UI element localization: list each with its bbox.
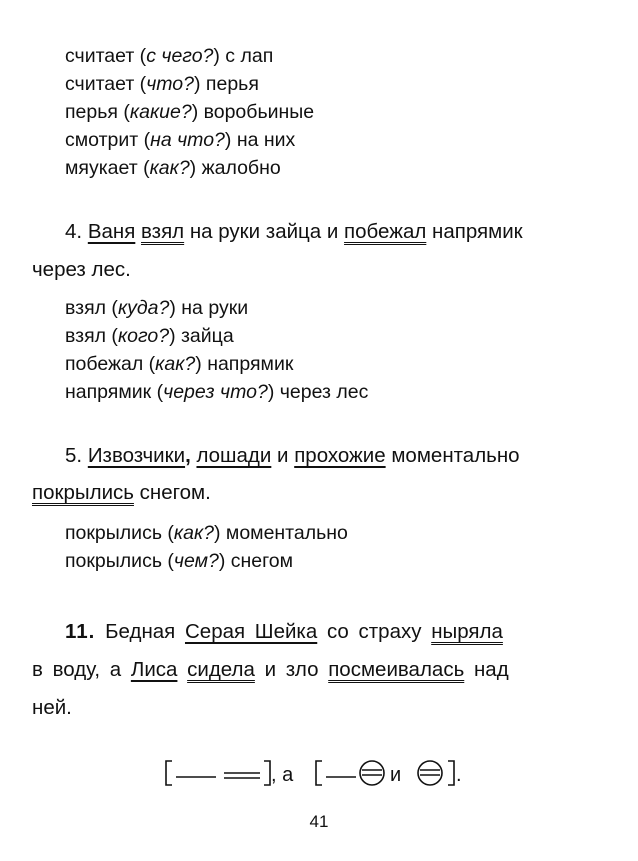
pair-word: ) жалобно: [189, 157, 281, 179]
pair-word: ) на руки: [169, 297, 249, 319]
ex11-text: в воду, а: [32, 658, 122, 681]
ex11-text: над: [473, 658, 509, 681]
ex4-predicate-1: взял: [141, 220, 185, 243]
pair-line-1: [65, 44, 273, 68]
pair-word: считает (: [65, 45, 147, 67]
ex5-sentence-line2: [32, 481, 211, 505]
predicate-circle-2: [418, 761, 442, 785]
ex5-text: снегом.: [139, 481, 211, 504]
question: с чего?: [146, 45, 214, 67]
close-bracket-1: [264, 761, 270, 785]
pair-word: ) перья: [194, 73, 259, 95]
open-bracket-1: [166, 761, 172, 785]
pair-word: ) снегом: [218, 550, 294, 572]
ex11-sentence-line2: [32, 658, 509, 682]
ex11-sentence-line1: [65, 620, 503, 644]
pair-line-3: [65, 100, 314, 124]
ex11-sentence-line3: [32, 696, 72, 720]
ex11-text: со страху: [326, 620, 422, 643]
pair-word: побежал (: [65, 353, 156, 375]
pair-word: считает (: [65, 73, 147, 95]
pair-word: напрямик (: [65, 381, 164, 403]
question: на что?: [150, 129, 225, 151]
question: чем?: [173, 550, 219, 572]
ex5-number: 5.: [65, 444, 83, 467]
pair-word: взял (: [65, 325, 118, 347]
open-bracket-2: [316, 761, 322, 785]
question: как?: [155, 353, 196, 375]
ex4-text: через лес.: [32, 258, 131, 281]
ex4-number: 4.: [65, 220, 83, 243]
ex4-text: на руки зайца и: [189, 220, 339, 243]
ex5-subject-3: прохожие: [294, 444, 386, 467]
ex11-predicate-1: ныряла: [431, 620, 503, 643]
ex11-subject-2: Лиса: [130, 658, 178, 681]
ex4-pair-4: [65, 380, 368, 404]
ex5-sentence-line1: [65, 444, 520, 468]
pair-line-5: [65, 156, 281, 180]
ex4-pair-2: [65, 324, 234, 348]
page-number: 41: [309, 812, 329, 831]
scheme-comma-a: , а: [271, 764, 294, 786]
ex4-pair-3: [65, 352, 293, 376]
question: через что?: [163, 381, 268, 403]
ex4-pair-1: [65, 296, 248, 320]
ex11-subject-1: Серая Шейка: [184, 620, 318, 643]
ex4-sentence-line2: [32, 258, 131, 282]
ex5-pair-1: [65, 521, 348, 545]
pair-word: покрылись (: [65, 550, 174, 572]
pair-word: ) напрямик: [195, 353, 294, 375]
pair-word: ) через лес: [267, 381, 369, 403]
ex5-comma: ,: [185, 444, 191, 467]
ex5-text: моментально: [391, 444, 520, 467]
question: какие?: [129, 101, 192, 123]
ex11-text: ней.: [32, 696, 72, 719]
close-bracket-2: [448, 761, 454, 785]
ex11-text: и зло: [264, 658, 319, 681]
ex4-sentence-line1: [65, 220, 523, 244]
pair-word: ) с лап: [213, 45, 274, 67]
ex5-pair-2: [65, 549, 293, 573]
question: как?: [149, 157, 190, 179]
ex11-number: 11.: [65, 620, 96, 643]
pair-word: ) на них: [224, 129, 296, 151]
ex4-predicate-2: побежал: [344, 220, 427, 243]
pair-word: смотрит (: [65, 129, 151, 151]
pair-word: взял (: [65, 297, 118, 319]
scheme-period: .: [456, 764, 462, 786]
question: как?: [173, 522, 214, 544]
sentence-scheme: [130, 753, 510, 793]
ex4-subject: Ваня: [87, 220, 136, 243]
pair-word: ) воробьиные: [191, 101, 315, 123]
ex11-predicate-2: сидела: [187, 658, 255, 681]
ex5-predicate: покрылись: [32, 481, 134, 504]
pair-word: перья (: [65, 101, 130, 123]
pair-word: покрылись (: [65, 522, 174, 544]
question: куда?: [117, 297, 170, 319]
predicate-circle-1: [360, 761, 384, 785]
ex5-subject-2: лошади: [196, 444, 272, 467]
pair-line-4: [65, 128, 295, 152]
ex5-text: и: [277, 444, 289, 467]
pair-line-2: [65, 72, 259, 96]
question: кого?: [117, 325, 170, 347]
pair-word: ) моментально: [214, 522, 348, 544]
pair-word: ) зайца: [169, 325, 234, 347]
ex5-subject-1: Извозчики: [87, 444, 186, 467]
ex11-predicate-3: посмеивалась: [328, 658, 465, 681]
ex11-text: Бедная: [105, 620, 176, 643]
scheme-and: и: [390, 764, 402, 786]
pair-word: мяукает (: [65, 157, 150, 179]
question: что?: [146, 73, 194, 95]
ex4-text: напрямик: [432, 220, 523, 243]
